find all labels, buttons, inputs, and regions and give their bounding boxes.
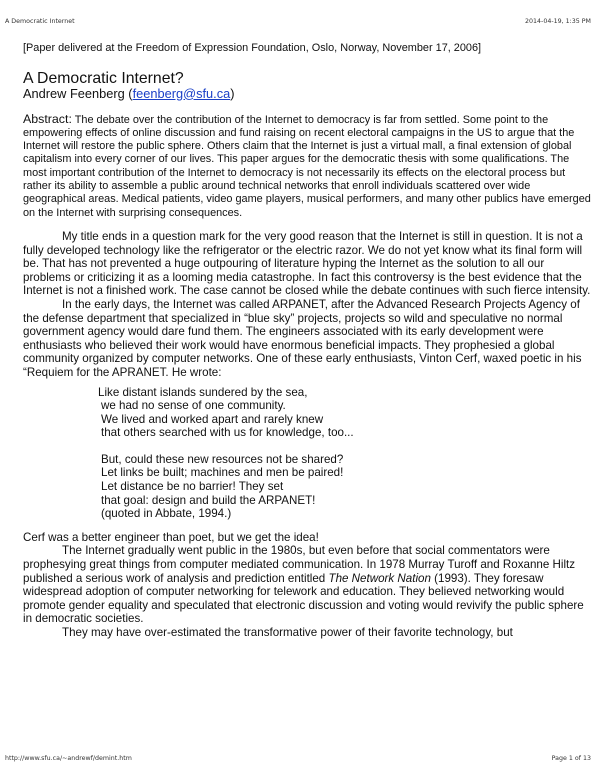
paragraph-2: In the early days, the Internet was called ARPANET, after the Advanced Research Projects Agency of the defense department that specialized in “blue sky” projects, projects so wild and speculative no normal government agency would dare fund them. The engineers associated with its early development were enthusiasts who believed their work would have enormous beneficial impacts. They prophesied a global community organized by computer networks. One of these early enthusiasts, Vinton Cerf, waxed poetic in his “Requiem for the APRANET. He wrote: bbox=[23, 297, 582, 379]
paragraph-after-poem: Cerf was a better engineer than poet, but we get the idea! bbox=[23, 530, 319, 544]
paragraph-3-after: (1993). They foresaw widespread adoption of computer networking for telework and education. They believed networking would promote gender equality and speculated that electronic discussion and voting would revivify the public sphere in democratic societies. bbox=[23, 571, 584, 626]
poem-line: Let distance be no barrier! They set bbox=[101, 480, 284, 494]
paragraph-3-before: The Internet gradually went public in the 1980s, but even before that social commentators were prophesying great things from computer mediated communication. In 1978 Murray Turoff and Roxanne Hiltz published a serious work of analysis and prediction entitled bbox=[23, 544, 576, 585]
author-name: Andrew Feenberg bbox=[23, 85, 125, 101]
author-email-link[interactable]: feenberg@sfu.ca bbox=[132, 85, 231, 101]
stanza-gap bbox=[101, 440, 591, 453]
print-header-datetime: 2014-04-19, 1:35 PM bbox=[525, 18, 591, 25]
paragraph-1: My title ends in a question mark for the very good reason that the Internet is still in question. It is not a fully developed technology like the refrigerator or the electric razor. We do not yet know what its final form will be. That has not prevented a huge outpouring of literature hyping the Internet as the solution to all our problems or criticizing it as a looming media catastrophe. In fact this controversy is the best evidence that the Internet is not a finished work. The case cannot be closed while the debate continues with such fierce intensity. bbox=[23, 229, 591, 298]
poem-line: that others searched with us for knowledge, too... bbox=[101, 426, 354, 440]
poem-line: We lived and worked apart and rarely knew bbox=[101, 412, 324, 426]
document-body bbox=[23, 42, 591, 640]
poem-citation: (quoted in Abbate, 1994.) bbox=[101, 507, 232, 521]
poem-line: we had no sense of one community. bbox=[101, 399, 286, 413]
poem-quote bbox=[98, 385, 591, 521]
print-footer bbox=[5, 755, 591, 762]
author-open-paren: ( bbox=[124, 85, 133, 101]
abstract bbox=[23, 113, 591, 220]
book-title: The Network Nation bbox=[328, 571, 431, 585]
print-header-title: A Democratic Internet bbox=[5, 18, 75, 25]
print-footer-url: http://www.sfu.ca/~andrewf/demint.htm bbox=[5, 755, 132, 762]
page-title: A Democratic Internet? bbox=[23, 69, 184, 87]
paragraph-4: They may have over-estimated the transformative power of their favorite technology, but bbox=[62, 626, 513, 639]
poem-line: But, could these new resources not be shared? bbox=[101, 452, 344, 466]
print-footer-page: Page 1 of 13 bbox=[551, 755, 591, 762]
author-line bbox=[23, 87, 591, 101]
author-close-paren: ) bbox=[230, 85, 235, 101]
poem-line: that goal: design and build the ARPANET! bbox=[101, 493, 316, 507]
abstract-label: Abstract: bbox=[23, 111, 72, 126]
abstract-text: The debate over the contribution of the Internet to democracy is far from settled. Some point to the empowering effects of online discussion and fund raising on recent electoral campaigns in the US to argue that the Internet will restore the public sphere. Others claim that the Internet is just a virtual mall, a final extension of global capitalism into every corner of our lives. This paper argues for the democratic thesis with some qualifications. The most important contribution of the Internet to democracy is not necessarily its effects on the electoral process but rather its ability to assemble a public around technical networks that enroll individuals scattered over wide geographical areas. Medical patients, video game players, musical performers, and many other publics have emerged on the Internet with surprising consequences. bbox=[23, 113, 591, 219]
poem-line: Let links be built; machines and men be paired! bbox=[101, 466, 344, 480]
paragraph-3 bbox=[23, 544, 591, 626]
poem-line: Like distant islands sundered by the sea, bbox=[98, 385, 308, 399]
print-header bbox=[5, 18, 591, 25]
delivery-note: [Paper delivered at the Freedom of Expression Foundation, Oslo, Norway, November 17, 2006] bbox=[23, 42, 482, 54]
